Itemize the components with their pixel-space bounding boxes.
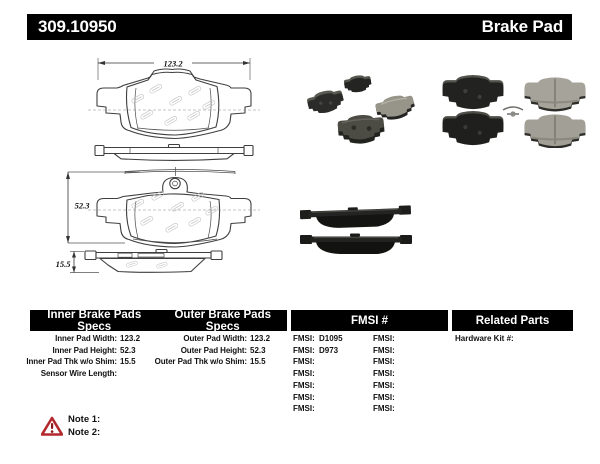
fmsi-row: FMSI:: [373, 357, 395, 367]
inner-specs-column: [5, 333, 150, 380]
fmsi-column-1: [293, 333, 368, 415]
side-edge-view-drawing: [85, 250, 222, 273]
related-parts-column: [455, 333, 573, 345]
fmsi-column-2: [373, 333, 443, 415]
notes-block: [68, 413, 100, 439]
fmsi-row: FMSI:: [373, 369, 395, 379]
product-photo-edge-view: [300, 202, 428, 258]
product-photo-pad-pairs: [437, 70, 593, 148]
note-1: Note 1:: [68, 414, 101, 425]
fmsi-header-bar: [291, 310, 448, 331]
fmsi-row: FMSI: D1095: [293, 334, 343, 343]
pad-photo-top-left: [306, 87, 346, 117]
pad-photo-back-lower: [443, 111, 504, 145]
outer-specs-header: Outer Brake Pads Specs: [174, 308, 271, 333]
wear-sensor-clip: [503, 107, 523, 117]
brake-pad-technical-drawing: [30, 50, 295, 290]
fmsi-row: FMSI:: [293, 404, 315, 414]
pad-height-label: 52.3: [74, 200, 90, 211]
inner-specs-header: Inner Brake Pads Specs: [47, 308, 142, 333]
pad-photo-friction-upper: [525, 77, 586, 111]
fmsi-row: FMSI:: [293, 392, 315, 402]
pad-photo-back-upper: [443, 75, 504, 109]
fmsi-row: FMSI:: [373, 404, 395, 414]
fmsi-row: FMSI:: [373, 392, 395, 402]
pad-photo-front: [337, 113, 385, 145]
related-parts-header: Related Parts: [475, 314, 550, 327]
related-parts-header-bar: [452, 310, 573, 331]
pad-width-label: 123.2: [163, 58, 183, 69]
spec-row: Outer Pad Thk w/o Shim: 15.5: [154, 357, 266, 367]
product-name: Brake Pad: [481, 17, 563, 36]
spec-row: Sensor Wire Length:: [40, 369, 117, 379]
pad-thickness-label: 15.5: [55, 259, 71, 269]
fmsi-header: FMSI #: [350, 314, 389, 327]
spec-row: Inner Pad Height: 52.3: [52, 345, 136, 355]
product-photo-pad-set: [298, 70, 430, 152]
spec-row: Outer Pad Width: 123.2: [183, 334, 271, 343]
top-edge-view-drawing: [95, 145, 253, 161]
pad-edge-photo-top: [300, 205, 411, 229]
fmsi-row: FMSI:: [373, 334, 395, 343]
spec-row: Outer Pad Height: 52.3: [180, 345, 266, 355]
fmsi-row: FMSI:: [293, 380, 315, 390]
shim-clip-detail: [125, 167, 235, 176]
specs-header-bar: [30, 310, 287, 331]
pad-photo-top-center: [343, 74, 372, 95]
outer-specs-column: [135, 333, 280, 368]
note-2: Note 2:: [68, 427, 101, 438]
fmsi-row: FMSI:: [373, 345, 395, 355]
warning-triangle-icon: [41, 416, 63, 437]
pad-photo-friction-lower: [525, 114, 586, 148]
fmsi-row: FMSI:: [373, 380, 395, 390]
spec-row: Inner Pad Thk w/o Shim: 15.5: [26, 357, 136, 367]
title-bar: [27, 14, 572, 40]
fmsi-row: FMSI:: [293, 357, 315, 367]
related-parts-row: Hardware Kit #:: [455, 334, 514, 343]
fmsi-row: FMSI:: [293, 369, 315, 379]
spec-row: Inner Pad Width: 123.2: [55, 334, 141, 343]
back-view-drawing: [88, 178, 260, 248]
part-number: 309.10950: [38, 17, 117, 36]
pad-edge-photo-bottom: [300, 234, 412, 255]
front-view-drawing: [88, 69, 260, 139]
fmsi-row: FMSI: D973: [293, 345, 339, 355]
